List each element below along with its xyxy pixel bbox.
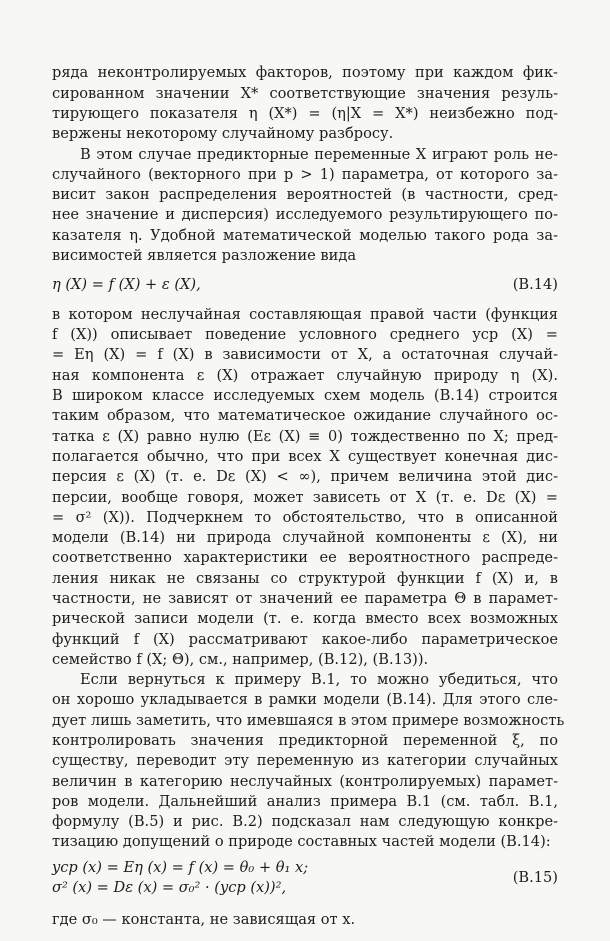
equation-b14: η (X) = f (X) + ε (X), xyxy=(52,275,201,293)
text-line: ряда неконтролируемых факторов, поэтому при каждом фик- xyxy=(52,64,558,82)
text-line: полагается обычно, что при всех X существует конечная дис- xyxy=(52,447,558,465)
text-line: функций f (X) рассматривают какое-либо параметрическое xyxy=(52,630,558,648)
text-line: он хорошо укладывается в рамки модели (В.14). Для этого сле- xyxy=(52,691,558,709)
equation-b14-number: (В.14) xyxy=(512,275,558,293)
text-line: тизацию допущений о природе составных частей модели (В.14): xyxy=(52,833,551,851)
equation-b15-number: (В.15) xyxy=(512,868,558,886)
text-line: висимостей является разложение вида xyxy=(52,246,357,264)
text-line: татка ε (X) равно нулю (Eε (X) ≡ 0) тождественно по X; пред- xyxy=(52,427,558,445)
text-line: где σ₀ — константа, не зависящая от x. xyxy=(52,911,356,928)
text-line: рической записи модели (т. е. когда вместо всех возможных xyxy=(52,610,558,628)
text-line: частности, не зависят от значений ее параметра Θ в парамет- xyxy=(52,589,558,607)
text-line: вержены некоторому случайному разбросу. xyxy=(52,125,394,143)
text-line: формулу (В.5) и рис. В.2) подсказал нам следующую конкре- xyxy=(52,813,558,831)
text-line: висит закон распределения вероятностей (в частности, сред- xyxy=(52,186,558,204)
text-line: тирующего показателя η (X*) = (η|X = X*) неизбежно под- xyxy=(52,104,558,122)
text-line: = Eη (X) = f (X) в зависимости от X, а остаточная случай- xyxy=(52,346,558,364)
text-line: дует лишь заметить, что имевшаяся в этом примере возможность xyxy=(52,711,565,729)
text-line: существу, переводит эту переменную из категории случайных xyxy=(52,752,558,770)
text-line: В этом случае предикторные переменные X играют роль не- xyxy=(80,145,558,163)
text-line: в котором неслучайная составляющая правой части (функция xyxy=(52,305,558,323)
text-line: В широком классе исследуемых схем модель (В.14) строится xyxy=(52,387,558,405)
text-line: модели (В.14) ни природа случайной компоненты ε (X), ни xyxy=(52,529,558,547)
text-line: f (X)) описывает поведение условного среднего yср (X) = xyxy=(52,326,558,344)
equation-b15-line1: yср (x) = Eη (x) = f (x) = θ₀ + θ₁ x; xyxy=(52,858,309,876)
text-line: семейство f (X; Θ), см., например, (В.12), (В.13)). xyxy=(52,650,429,668)
text-line: персии, вообще говоря, может зависеть от X (т. е. Dε (X) = xyxy=(52,488,558,506)
text-line: Если вернуться к примеру В.1, то можно убедиться, что xyxy=(80,671,558,689)
text-line: = σ² (X)). Подчеркнем то обстоятельство, что в описанной xyxy=(52,508,558,526)
text-line: ров модели. Дальнейший анализ примера В.1 (см. табл. В.1, xyxy=(52,792,558,810)
text-line: казателя η. Удобной математической моделью такого рода за- xyxy=(52,226,558,244)
text-line: соответственно характеристики ее вероятностного распреде- xyxy=(52,549,558,567)
text-line: персия ε (X) (т. е. Dε (X) < ∞), причем величина этой дис- xyxy=(52,468,559,486)
text-line: контролировать значения предикторной переменной ξ, по xyxy=(52,732,558,749)
text-line: ления никак не связаны со структурой функции f (X) и, в xyxy=(52,569,558,587)
text-line: сированном значении X* соответствующие значения резуль- xyxy=(52,84,558,102)
text-line: нее значение и дисперсия) исследуемого результирующего по- xyxy=(52,206,558,224)
text-line: ная компонента ε (X) отражает случайную природу η (X). xyxy=(52,366,558,384)
text-line: случайного (векторного при p > 1) параметра, от которого за- xyxy=(52,165,558,183)
equation-b15-line2: σ² (x) = Dε (x) = σ₀² · (yср (x))², xyxy=(52,879,287,897)
text-line: величин в категорию неслучайных (контролируемых) парамет- xyxy=(52,772,558,790)
text-line: таким образом, что математическое ожидание случайного ос- xyxy=(52,407,558,425)
